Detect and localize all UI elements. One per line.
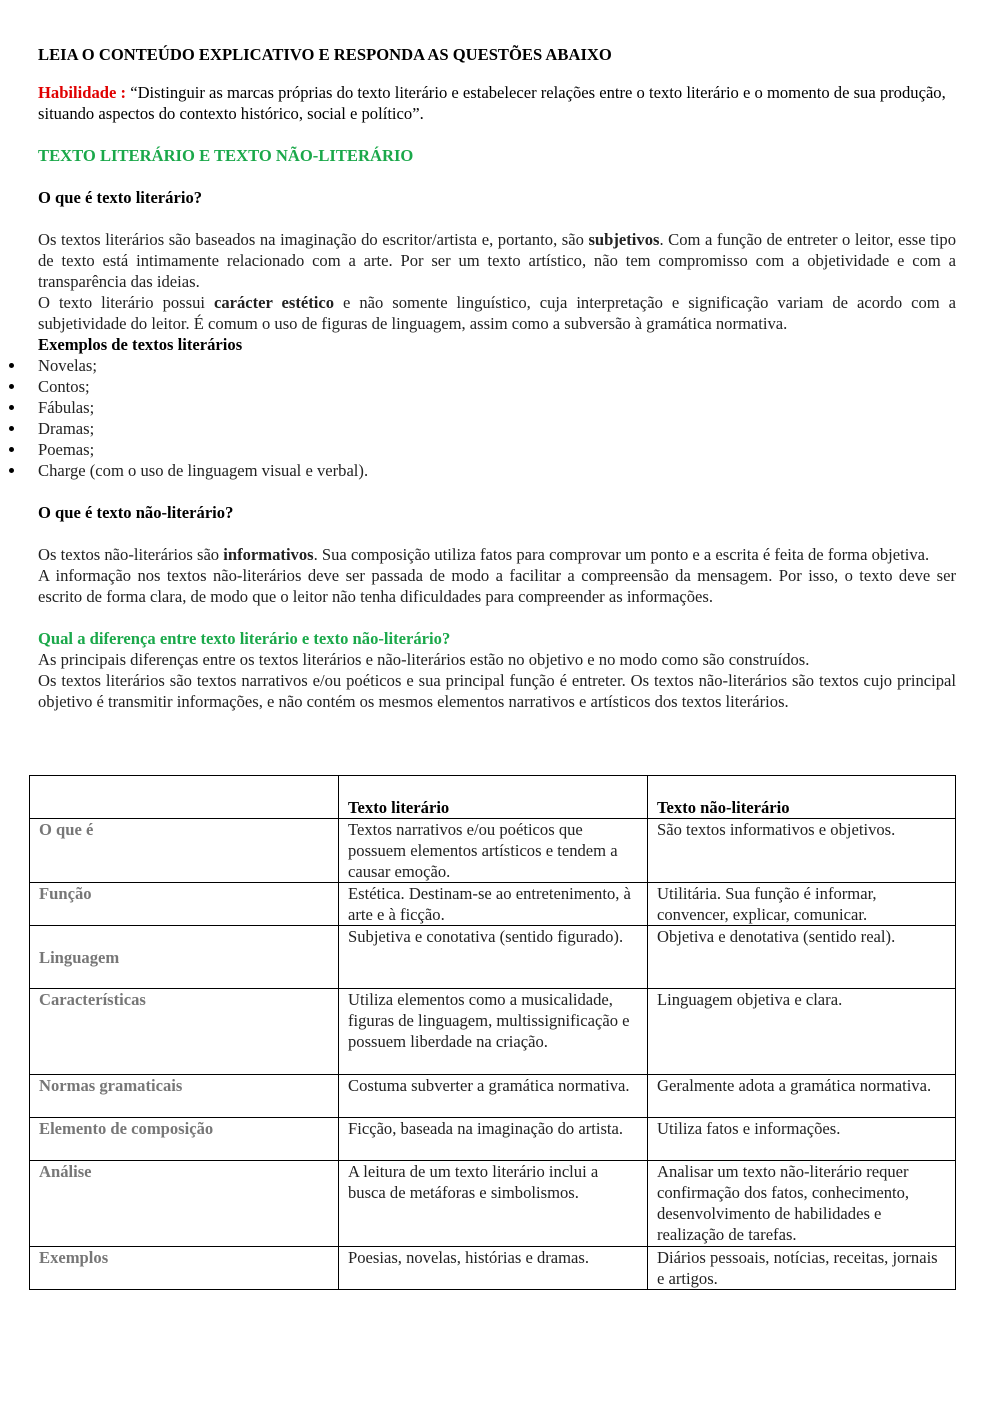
comparison-table <box>29 775 956 1290</box>
list-item-text: Fábulas; <box>38 398 95 417</box>
table-cell: Estética. Destinam-se ao entretenimento, à arte e à ficção. <box>339 883 648 926</box>
table-cell: Costuma subverter a gramática normativa. <box>339 1075 648 1118</box>
literary-p2-bold: carácter estético <box>213 293 335 312</box>
bullet-icon <box>9 468 14 473</box>
table-row-label: Função <box>30 883 339 926</box>
literary-p2-text-b: e não somente linguístico, cuja interpretação e significação variam de acordo com a subjetividade do leitor. É comum o uso de figuras de linguagem, assim como a subversão à gramática normativa. <box>38 293 956 333</box>
table-row <box>30 1161 956 1247</box>
table-cell: Objetiva e denotativa (sentido real). <box>648 926 956 989</box>
table-cell: São textos informativos e objetivos. <box>648 819 956 883</box>
table-row <box>30 1075 956 1118</box>
literary-question: O que é texto literário? <box>38 188 203 207</box>
nonliterary-p1-text-b: . Sua composição utiliza fatos para comprovar um ponto e a escrita é feita de forma objetiva. <box>313 545 930 564</box>
nonliterary-question: O que é texto não-literário? <box>38 503 234 522</box>
table-row-label: Exemplos <box>30 1247 339 1290</box>
table-row <box>30 819 956 883</box>
table-row <box>30 1118 956 1161</box>
list-item-text: Contos; <box>38 377 90 396</box>
table-row-label: Análise <box>30 1161 339 1247</box>
examples-list <box>38 355 956 481</box>
page-title: LEIA O CONTEÚDO EXPLICATIVO E RESPONDA AS QUESTÕES ABAIXO <box>38 45 612 64</box>
list-item <box>38 355 956 376</box>
list-item-text: Dramas; <box>38 419 95 438</box>
table-row <box>30 883 956 926</box>
document-page <box>38 44 956 712</box>
nonliterary-p1-bold: informativos <box>223 545 314 564</box>
bullet-icon <box>9 426 14 431</box>
nonliterary-paragraph-2: A informação nos textos não-literários deve ser passada de modo a facilitar a compreensão da mensagem. Por isso, o texto deve ser escrito de forma clara, de modo que o leitor não tenha dificuldades para compreender as informações. <box>38 566 956 606</box>
table-cell: Poesias, novelas, histórias e dramas. <box>339 1247 648 1290</box>
table-row <box>30 989 956 1075</box>
table-cell: Ficção, baseada na imaginação do artista. <box>339 1118 648 1161</box>
table-cell: Analisar um texto não-literário requer confirmação dos fatos, conhecimento, desenvolvimento de habilidades e realização de tarefas. <box>648 1161 956 1247</box>
table-cell: A leitura de um texto literário inclui a busca de metáforas e simbolismos. <box>339 1161 648 1247</box>
list-item-text: Novelas; <box>38 356 97 375</box>
list-item <box>38 460 956 481</box>
bullet-icon <box>9 384 14 389</box>
table-row-label: Características <box>30 989 339 1075</box>
difference-paragraph-2: Os textos literários são textos narrativos e/ou poéticos e sua principal função é entreter. Os textos não-literários são textos cujo principal objetivo é transmitir informações, e não contém os mesmos elementos narrativos e artísticos dos textos literários. <box>38 671 956 711</box>
table-row-label: Elemento de composição <box>30 1118 339 1161</box>
table-cell: Textos narrativos e/ou poéticos que possuem elementos artísticos e tendem a causar emoção. <box>339 819 648 883</box>
spacer <box>38 607 956 628</box>
spacer <box>38 481 956 502</box>
bullet-icon <box>9 363 14 368</box>
table-header-row <box>30 776 956 819</box>
literary-p1-text-a: Os textos literários são baseados na imaginação do escritor/artista e, portanto, são <box>38 230 589 249</box>
nonliterary-p1-text-a: Os textos não-literários são <box>38 545 224 564</box>
list-item <box>38 397 956 418</box>
table-cell: Utiliza fatos e informações. <box>648 1118 956 1161</box>
skill-label: Habilidade : <box>38 83 127 102</box>
list-item <box>38 418 956 439</box>
table-header-cell <box>30 776 339 819</box>
table-cell: Geralmente adota a gramática normativa. <box>648 1075 956 1118</box>
table-row <box>30 1247 956 1290</box>
table-row-label: Normas gramaticais <box>30 1075 339 1118</box>
table-cell: Utilitária. Sua função é informar, convencer, explicar, comunicar. <box>648 883 956 926</box>
table-row-label: Linguagem <box>30 926 339 989</box>
literary-p1-text-b: . Com a função de entreter o leitor, esse tipo de texto está intimamente relacionado com a arte. Por ser um texto artístico, não tem compromisso com a objetividade e com a transparência das ideias. <box>38 230 956 291</box>
table-cell: Utiliza elementos como a musicalidade, figuras de linguagem, multissignificação e possuem liberdade na criação. <box>339 989 648 1075</box>
literary-paragraph-2 <box>38 292 956 334</box>
table-cell: Subjetiva e conotativa (sentido figurado). <box>339 926 648 989</box>
list-item <box>38 376 956 397</box>
difference-paragraph-1: As principais diferenças entre os textos literários e não-literários estão no objetivo e no modo como são construídos. <box>38 650 810 669</box>
section-title: TEXTO LITERÁRIO E TEXTO NÃO-LITERÁRIO <box>38 146 414 165</box>
table-cell: Linguagem objetiva e clara. <box>648 989 956 1075</box>
table-row-label: O que é <box>30 819 339 883</box>
literary-paragraph-1 <box>38 229 956 292</box>
nonliterary-paragraph-1 <box>38 544 956 565</box>
examples-title: Exemplos de textos literários <box>38 335 243 354</box>
bullet-icon <box>9 405 14 410</box>
list-item-text: Charge (com o uso de linguagem visual e verbal). <box>38 461 369 480</box>
list-item <box>38 439 956 460</box>
literary-p2-text-a: O texto literário possui <box>38 293 214 312</box>
table-cell: Diários pessoais, notícias, receitas, jornais e artigos. <box>648 1247 956 1290</box>
table-header-cell: Texto não-literário <box>648 776 956 819</box>
skill-text: “Distinguir as marcas próprias do texto literário e estabelecer relações entre o texto literário e o momento de sua produção, situando aspectos do contexto histórico, social e político”. <box>38 83 946 123</box>
difference-question: Qual a diferença entre texto literário e texto não-literário? <box>38 629 451 648</box>
table-header-cell: Texto literário <box>339 776 648 819</box>
list-item-text: Poemas; <box>38 440 95 459</box>
skill-paragraph <box>38 82 956 124</box>
bullet-icon <box>9 447 14 452</box>
literary-p1-bold: subjetivos <box>588 230 660 249</box>
table-row <box>30 926 956 989</box>
